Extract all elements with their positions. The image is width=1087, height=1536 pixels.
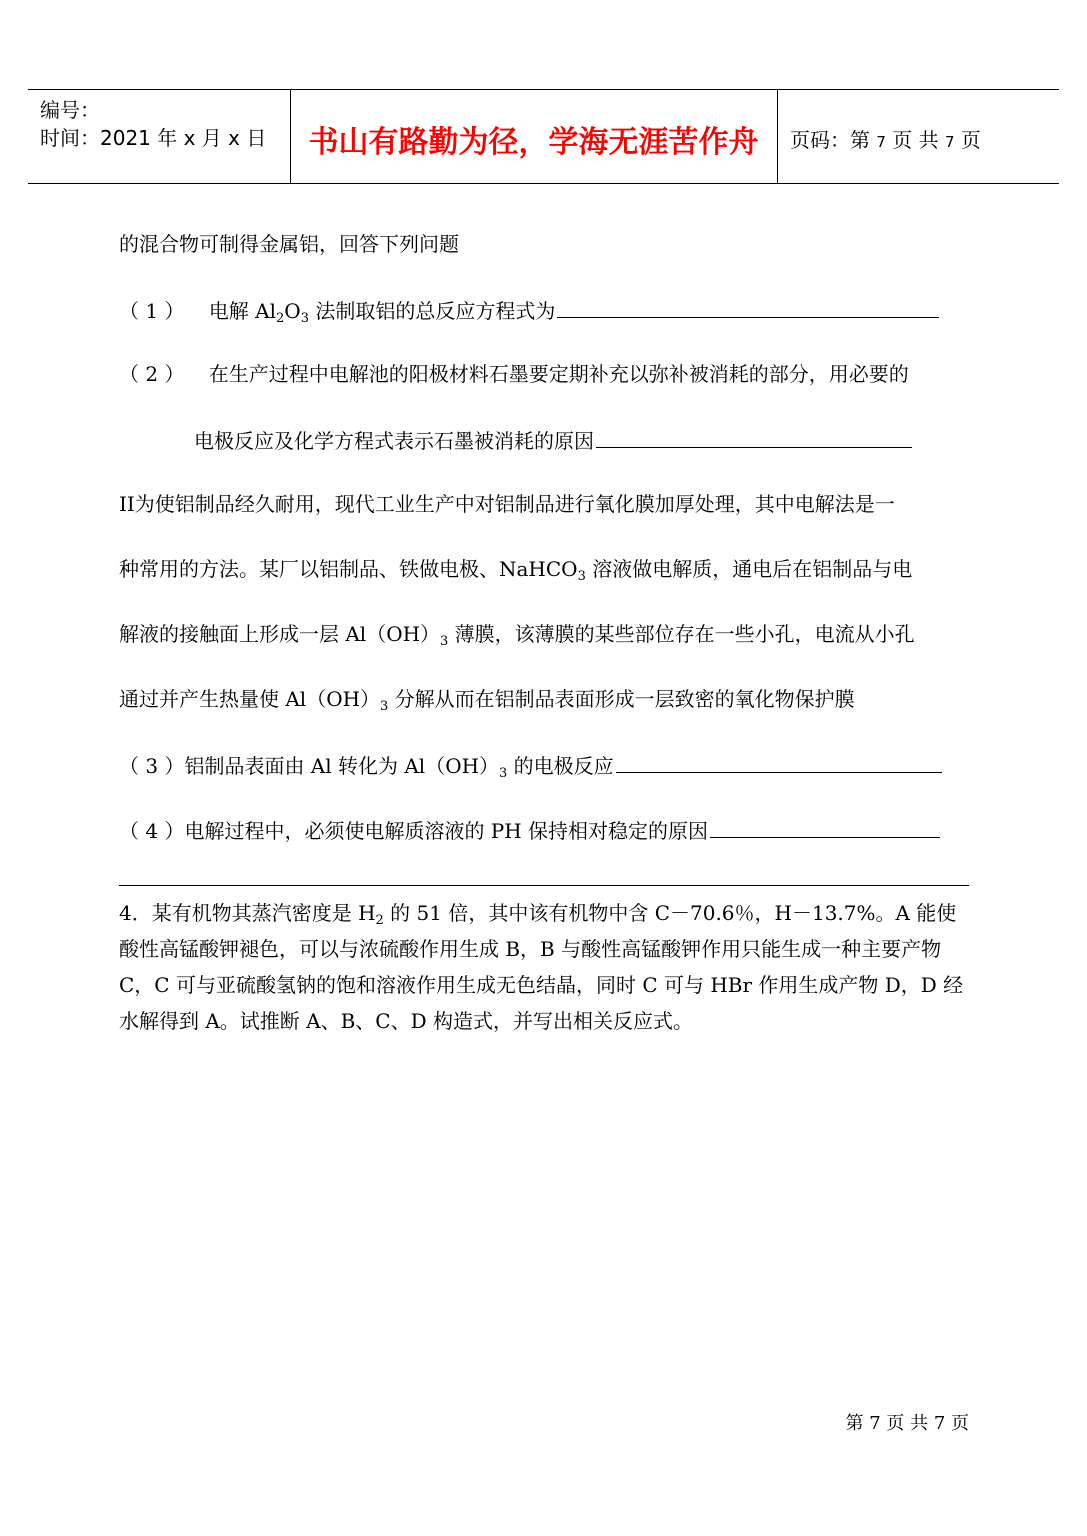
page-footer: 第 7 页 共 7 页 xyxy=(845,1413,969,1434)
q2-line2: 电极反应及化学方程式表示石墨被消耗的原因 xyxy=(194,429,594,453)
document-header xyxy=(28,89,1059,184)
q2-number: （ 2 ） xyxy=(119,362,185,386)
header-middle-cell xyxy=(290,90,778,183)
problem-4-paragraph xyxy=(119,895,969,1039)
page-code xyxy=(790,124,981,153)
q3-text-a: （ 3 ）铝制品表面由 Al 转化为 Al（OH） xyxy=(119,754,500,778)
question-1 xyxy=(119,295,939,325)
part2-line3 xyxy=(119,620,915,648)
p2-l4sub: 3 xyxy=(380,699,389,714)
time-label: 时间：2021 年 x 月 x 日 xyxy=(40,126,267,150)
q1-text-c: 法制取铝的总反应方程式为 xyxy=(308,299,556,323)
q1-answer-blank[interactable] xyxy=(557,295,939,318)
section-divider xyxy=(119,885,969,886)
page-suffix: 页 xyxy=(954,128,981,152)
header-right-cell xyxy=(778,90,1059,183)
q1-sub1: 2 xyxy=(276,311,285,326)
p2-l2a: 种常用的方法。某厂以铝制品、铁做电极、NaHCO xyxy=(119,557,578,581)
q1-number: （ 1 ） xyxy=(119,299,185,323)
q3-answer-blank[interactable] xyxy=(616,750,942,773)
p2-l3b: 薄膜，该薄膜的某些部位存在一些小孔，电流从小孔 xyxy=(448,622,915,646)
part2-line1: II为使铝制品经久耐用，现代工业生产中对铝制品进行氧化膜加厚处理，其中电解法是一 xyxy=(119,492,895,516)
part2-line2 xyxy=(119,555,912,583)
question-2 xyxy=(119,360,909,388)
question-4 xyxy=(119,815,940,845)
q2-answer-blank[interactable] xyxy=(596,425,912,448)
p2-l2b: 溶液做电解质，通电后在铝制品与电 xyxy=(585,557,913,581)
p2-l4a: 通过并产生热量使 Al（OH） xyxy=(119,687,381,711)
p4-text-b: 的 51 倍，其中该有机物中含 C－70.6％，H－13.7%。A 能使酸性高锰酸钾褪色，可以与浓硫酸作用生成 B，B 与酸性高锰酸钾作用只能生成一种主要产物 C，C 可与亚硫酸氢钠的饱和溶液作用生成无色结晶，同时 C 可与 HBr 作用生成产物 D，D 经水解得到 A。试推断 A、B、C、D 构造式，并写出相关反应式。 xyxy=(119,901,964,1033)
header-left-cell xyxy=(28,90,291,183)
p2-l3a: 解液的接触面上形成一层 Al（OH） xyxy=(119,622,441,646)
q1-text xyxy=(208,299,556,326)
p2-l4b: 分解从而在铝制品表面形成一层致密的氧化物保护膜 xyxy=(388,687,855,711)
page-current: 7 xyxy=(876,133,886,151)
p2-l3sub: 3 xyxy=(440,634,449,649)
q3-text-b: 的电极反应 xyxy=(507,754,614,778)
page-prefix: 页码：第 xyxy=(790,128,877,152)
q2-line1: 在生产过程中电解池的阳极材料石墨要定期补充以弥补被消耗的部分，用必要的 xyxy=(208,362,909,386)
page-total: 7 xyxy=(944,133,955,151)
q1-text-a: 电解 Al xyxy=(208,299,277,323)
part2-line4 xyxy=(119,685,855,713)
q1-text-b: O xyxy=(284,299,301,323)
number-label: 编号： xyxy=(40,98,100,122)
q4-answer-blank[interactable] xyxy=(710,815,940,838)
p4-sub: 2 xyxy=(375,913,384,928)
q1-sub2: 3 xyxy=(300,311,309,326)
p4-text-a: 4．某有机物其蒸汽密度是 H xyxy=(119,901,376,925)
q4-text: （ 4 ）电解过程中，必须使电解质溶液的 PH 保持相对稳定的原因 xyxy=(119,819,709,843)
q3-sub: 3 xyxy=(499,766,508,781)
page-middle: 页 共 xyxy=(885,128,945,152)
question-2-cont xyxy=(194,425,912,455)
question-3 xyxy=(119,750,942,780)
intro-line: 的混合物可制得金属铝，回答下列问题 xyxy=(119,232,459,256)
motto-title: 书山有路勤为径，学海无涯苦作舟 xyxy=(308,125,759,160)
p2-l2sub: 3 xyxy=(577,569,586,584)
